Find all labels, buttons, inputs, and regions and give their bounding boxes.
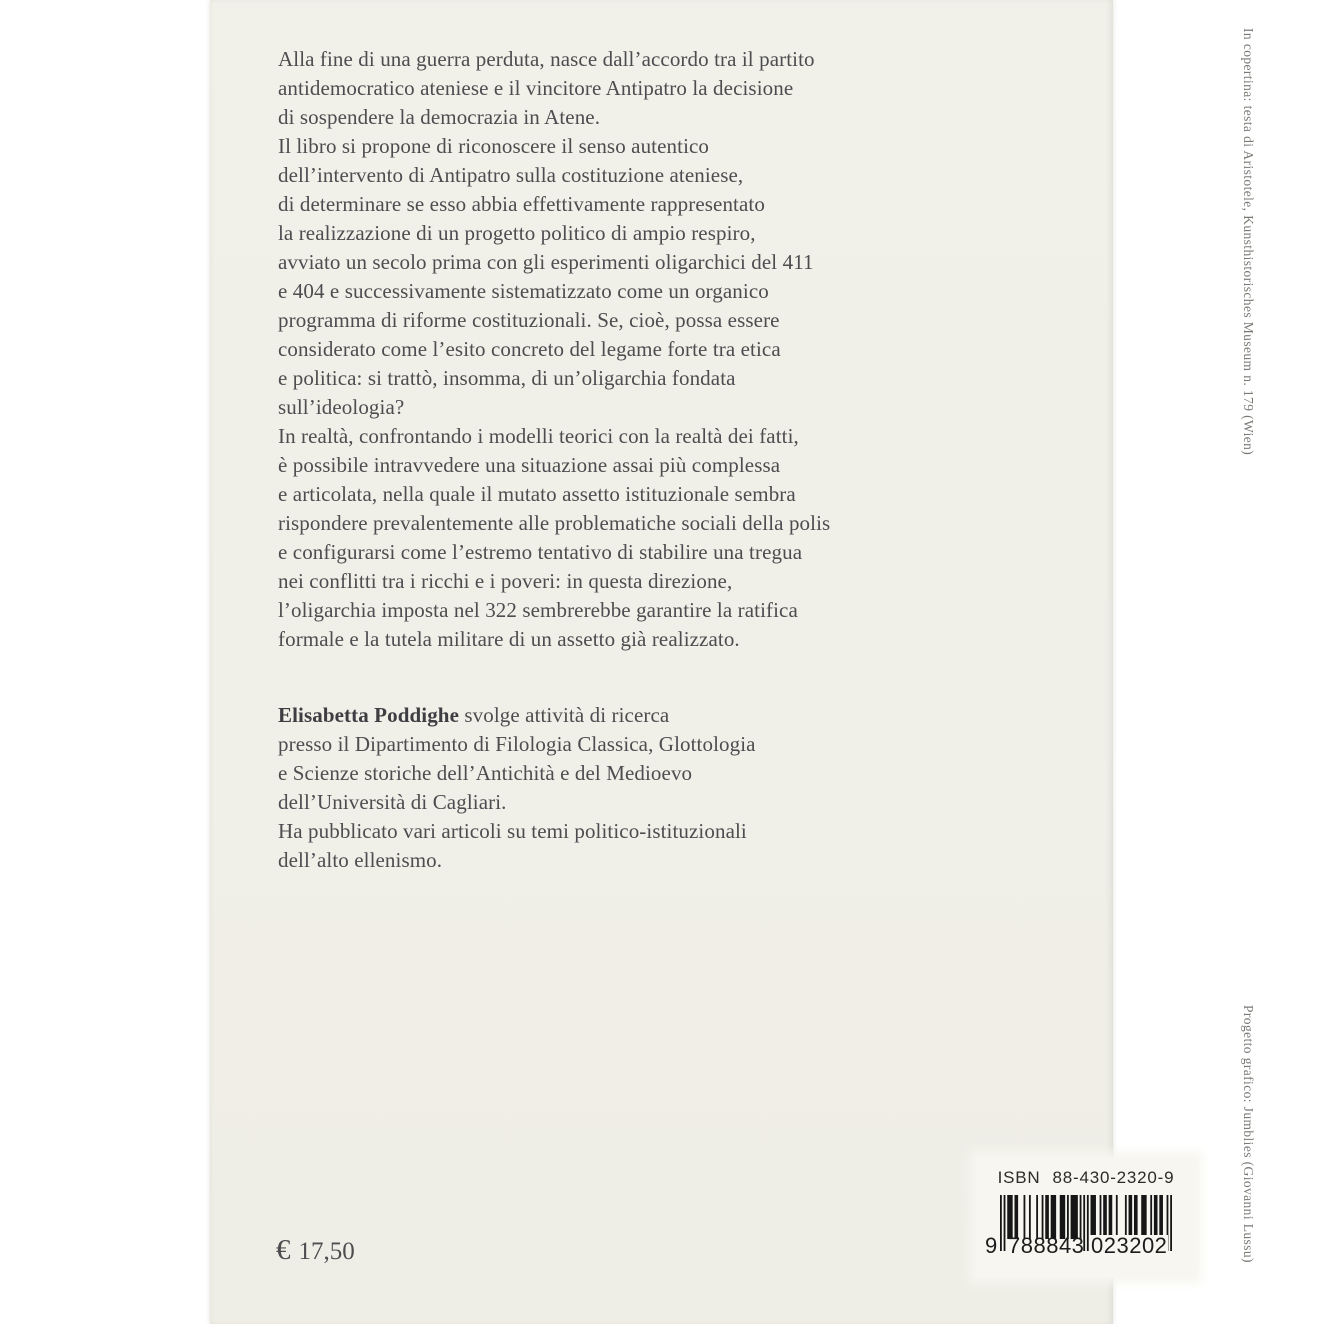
isbn-number: 88-430-2320-9 — [1052, 1168, 1175, 1187]
text-line: dell’Università di Cagliari. — [278, 790, 507, 814]
bio-lines — [278, 730, 938, 875]
text-line: e politica: si trattò, insomma, di un’oligarchia fondata — [278, 366, 736, 390]
text-line: dell’intervento di Antipatro sulla costituzione ateniese, — [278, 163, 744, 187]
text-line: antidemocratico ateniese e il vincitore Antipatro la decisione — [278, 76, 794, 100]
ean-digit-group2: 023202 — [1091, 1233, 1168, 1258]
text-line: considerato come l’esito concreto del legame forte tra etica — [278, 337, 781, 361]
text-line: e configurarsi come l’estremo tentativo di stabilire una tregua — [278, 540, 803, 564]
text-line: In realtà, confrontando i modelli teorici con la realtà dei fatti, — [278, 424, 799, 448]
bio-first-line-rest: svolge attività di ricerca — [459, 703, 670, 727]
price — [276, 1234, 355, 1267]
text-line: presso il Dipartimento di Filologia Classica, Glottologia — [278, 732, 756, 756]
text-line: formale e la tutela militare di un assetto già realizzato. — [278, 627, 740, 651]
text-line: avviato un secolo prima con gli esperimenti oligarchici del 411 — [278, 250, 814, 274]
text-line: e 404 e successivamente sistematizzato come un organico — [278, 279, 769, 303]
ean-digit-first: 9 — [985, 1233, 998, 1258]
isbn-label: ISBN — [997, 1168, 1041, 1187]
text-line: di sospendere la democrazia in Atene. — [278, 105, 601, 129]
price-amount: 17,50 — [298, 1238, 355, 1265]
text-line: programma di riforme costituzionali. Se, cioè, possa essere — [278, 308, 780, 332]
text-line: è possibile intravvedere una situazione assai più complessa — [278, 453, 781, 477]
text-line: la realizzazione di un progetto politico di ampio respiro, — [278, 221, 756, 245]
ean-barcode — [985, 1195, 1172, 1258]
graphic-design-credit: Progetto grafico: Jumblies (Giovanni Lussu) — [1241, 1005, 1256, 1263]
text-line: sull’ideologia? — [278, 395, 405, 419]
text-line: e Scienze storiche dell’Antichità e del Medioevo — [278, 761, 693, 785]
isbn-line — [976, 1168, 1196, 1188]
ean-digits — [985, 1233, 1172, 1258]
text-line: di determinare se esso abbia effettivamente rappresentato — [278, 192, 765, 216]
text-line: dell’alto ellenismo. — [278, 848, 443, 872]
cover-image-credit: In copertina: testa di Aristotele, Kunsthistorisches Museum n. 179 (Wien) — [1241, 28, 1256, 456]
text-line: Il libro si propone di riconoscere il senso autentico — [278, 134, 710, 158]
author-bio — [278, 701, 938, 875]
text-line: Ha pubblicato vari articoli su temi politico-istituzionali — [278, 819, 747, 843]
euro-sign: € — [276, 1234, 292, 1266]
text-line: Alla fine di una guerra perduta, nasce dall’accordo tra il partito — [278, 47, 815, 71]
isbn-barcode-block — [976, 1158, 1196, 1277]
ean-digit-group1: 788843 — [1008, 1233, 1085, 1258]
text-line: nei conflitti tra i ricchi e i poveri: in questa direzione, — [278, 569, 733, 593]
book-back-cover — [210, 0, 1256, 1324]
text-line: e articolata, nella quale il mutato assetto istituzionale sembra — [278, 482, 796, 506]
text-line: l’oligarchia imposta nel 322 sembrerebbe garantire la ratifica — [278, 598, 798, 622]
bio-first-line — [278, 701, 938, 730]
synopsis-text — [278, 45, 938, 654]
text-line: rispondere prevalentemente alle problematiche sociali della polis — [278, 511, 831, 535]
author-name: Elisabetta Poddighe — [278, 703, 460, 727]
